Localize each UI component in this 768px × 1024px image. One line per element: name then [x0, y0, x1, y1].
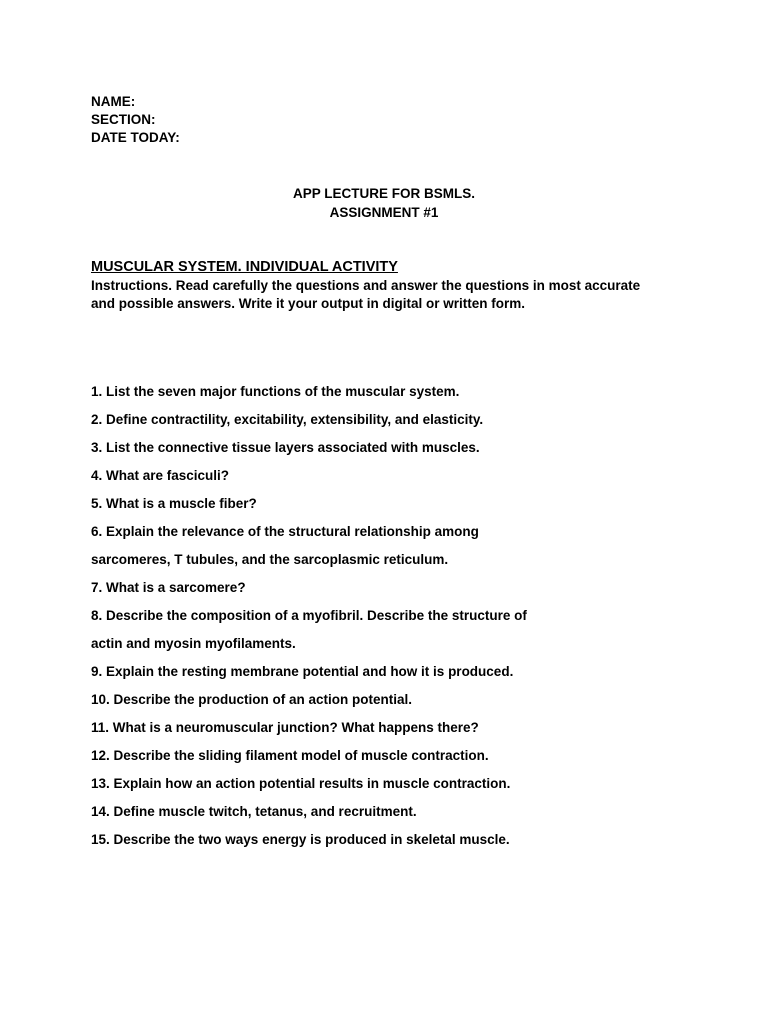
section-label: SECTION:	[91, 112, 156, 127]
question-item: 8. Describe the composition of a myofibril. Describe the structure of	[91, 608, 527, 623]
date-label: DATE TODAY:	[91, 130, 180, 145]
question-item: 3. List the connective tissue layers associated with muscles.	[91, 440, 480, 455]
instructions-line: Instructions. Read carefully the questions and answer the questions in most accurate	[91, 278, 641, 293]
question-item: 15. Describe the two ways energy is produced in skeletal muscle.	[91, 832, 510, 847]
document-title	[0, 184, 768, 222]
question-item: 1. List the seven major functions of the muscular system.	[91, 384, 460, 399]
name-label: NAME:	[91, 94, 136, 109]
question-item-continuation: actin and myosin myofilaments.	[91, 636, 296, 651]
question-item: 7. What is a sarcomere?	[91, 580, 246, 595]
activity-heading: MUSCULAR SYSTEM. INDIVIDUAL ACTIVITY	[91, 259, 398, 275]
question-item: 5. What is a muscle fiber?	[91, 496, 257, 511]
question-item-continuation: sarcomeres, T tubules, and the sarcoplasmic reticulum.	[91, 552, 449, 567]
question-item: 13. Explain how an action potential results in muscle contraction.	[91, 776, 511, 791]
question-item: 4. What are fasciculi?	[91, 468, 230, 483]
question-item: 14. Define muscle twitch, tetanus, and recruitment.	[91, 804, 417, 819]
instructions-line: and possible answers. Write it your output in digital or written form.	[91, 296, 526, 311]
question-item: 11. What is a neuromuscular junction? What happens there?	[91, 720, 479, 735]
question-item: 10. Describe the production of an action potential.	[91, 692, 413, 707]
question-item: 9. Explain the resting membrane potential and how it is produced.	[91, 664, 514, 679]
course-title: APP LECTURE FOR BSMLS.	[292, 186, 475, 201]
instructions-text	[91, 277, 691, 313]
question-item: 6. Explain the relevance of the structural relationship among	[91, 524, 479, 539]
question-item: 12. Describe the sliding filament model of muscle contraction.	[91, 748, 489, 763]
student-info-fields	[91, 93, 180, 147]
question-item: 2. Define contractility, excitability, extensibility, and elasticity.	[91, 412, 484, 427]
question-list	[91, 378, 527, 854]
assignment-number: ASSIGNMENT #1	[329, 205, 439, 220]
